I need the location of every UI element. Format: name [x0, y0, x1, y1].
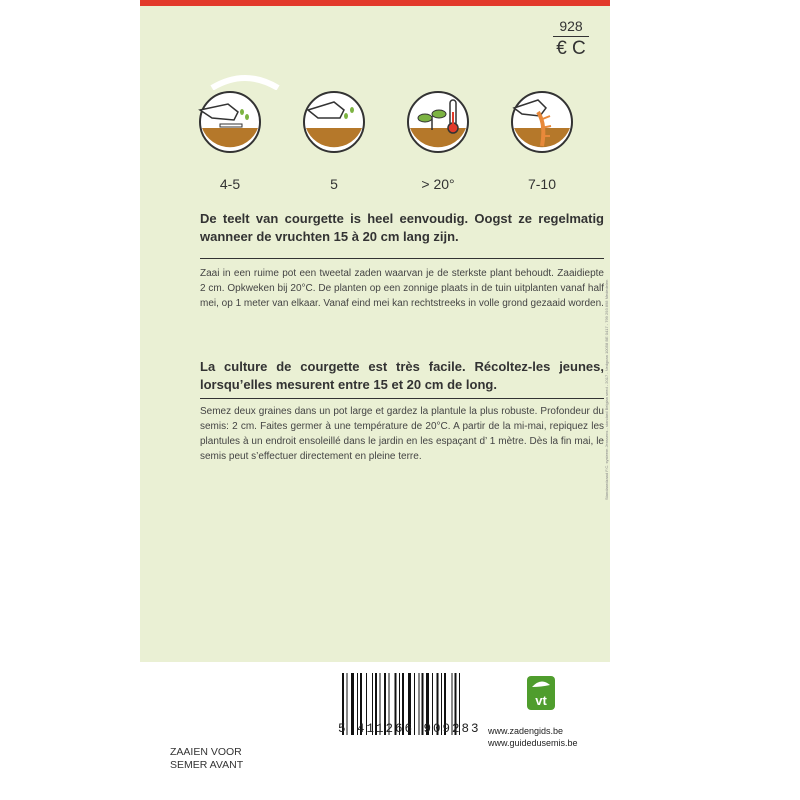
packet-code — [553, 18, 589, 59]
logo-text: vt — [535, 693, 547, 708]
seed-scatter-icon — [302, 90, 366, 154]
site-link-fr[interactable]: www.guidedusemis.be — [488, 738, 578, 748]
price-class: € C — [556, 38, 586, 59]
website-links — [488, 725, 578, 749]
fr-divider — [200, 398, 604, 399]
step-temperature — [406, 90, 470, 192]
step-label: > 20° — [421, 176, 455, 192]
barcode-digits: 5 411266 909283 — [338, 722, 481, 736]
sowing-depth-icon — [198, 90, 262, 154]
site-link-nl[interactable]: www.zadengids.be — [488, 726, 564, 736]
top-red-band — [140, 0, 610, 6]
side-legal-note — [604, 250, 612, 500]
cover-arc-icon — [210, 72, 280, 90]
step-seed-scatter — [302, 90, 366, 192]
footer-line-fr: SEMER AVANT — [170, 759, 244, 771]
code-divider — [553, 36, 589, 37]
nl-instructions: Zaai in een ruime pot een tweetal zaden waarvan je de sterkste plant behoudt. Zaaidiepte 2 cm. Opkweken bij 20°C. De planten op een zonnige plaats in de tuin uitplanten vanaf half mei, op 1 meter van elkaar. Vanaf eind mei kan rechtstreeks in volle grond gezaaid worden. — [200, 268, 604, 309]
side-legal-text: Standaardzaad F.C. systeem Jenssens - standard Belgian seed - 2017 - Nedgoan 10058 BE 0417 - 799 293 898 Mededelen — [604, 279, 609, 500]
fr-instructions: Semez deux graines dans un pot large et gardez la plantule la plus robuste. Profondeur du semis: 2 cm. Faites germer à une température de 20°C. A partir de la mi-mai, repiquez les plantules à un endroit ensoleillé dans le jardin en les espaçant d’ 1 mètre. Dès la fin mai, le semis peut s’effectuer directement en pleine terre. — [200, 406, 604, 462]
step-label: 4-5 — [219, 176, 241, 192]
step-label: 5 — [330, 176, 338, 192]
nl-divider — [200, 258, 604, 259]
code-number: 928 — [559, 18, 583, 34]
germination-icon — [510, 90, 574, 154]
nl-heading: De teelt van courgette is heel eenvoudig. Oogst ze regelmatig wanneer de vruchten 15 à 20 cm lang zijn. — [200, 211, 604, 244]
temperature-seedling-icon — [406, 90, 470, 154]
vt-logo-icon — [526, 675, 556, 711]
footer-line-nl: ZAAIEN VOOR — [170, 746, 242, 758]
step-label: 7-10 — [527, 176, 557, 192]
step-germination — [510, 90, 574, 192]
fr-heading: La culture de courgette est très facile. Récoltez-les jeunes, lorsqu’elles mesurent entre 15 et 20 cm de long. — [200, 359, 604, 392]
sowing-calendar-label — [170, 746, 243, 772]
step-sowing-depth — [198, 90, 262, 192]
